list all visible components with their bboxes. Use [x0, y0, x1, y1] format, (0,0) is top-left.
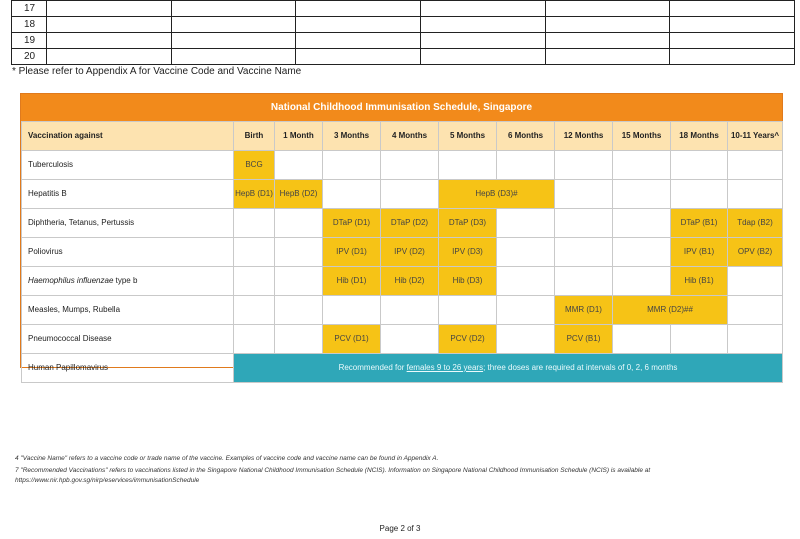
table-row	[22, 267, 783, 296]
dose-cell: MMR (D2)##	[613, 296, 728, 325]
footnote-7: 7 "Recommended Vaccinations" refers to vaccinations listed in the Singapore National Childhood Immunisation Schedule (NCIS). Information on Singapore National Childhood Immunisation Schedule (NCIS) is available at	[15, 467, 651, 474]
col-header: 15 Months	[613, 122, 671, 151]
dose-cell: BCG	[234, 151, 275, 180]
dose-cell: HepB (D2)	[275, 180, 323, 209]
dose-cell: MMR (D1)	[555, 296, 613, 325]
table-row	[12, 1, 795, 17]
dose-cell: HepB (D1)	[234, 180, 275, 209]
dose-cell: Hib (B1)	[671, 267, 728, 296]
appendix-note: * Please refer to Appendix A for Vaccine Code and Vaccine Name	[12, 66, 302, 77]
table-row	[22, 209, 783, 238]
col-header: 10-11 Years^	[728, 122, 783, 151]
dose-cell: PCV (D2)	[439, 325, 497, 354]
table-row	[12, 33, 795, 49]
table-row	[22, 180, 783, 209]
dose-cell: DTaP (D2)	[381, 209, 439, 238]
vaccine-name: Tuberculosis	[22, 151, 234, 180]
col-header: 4 Months	[381, 122, 439, 151]
col-header: Birth	[234, 122, 275, 151]
vaccine-name: Human Papillomavirus	[22, 354, 234, 383]
dose-cell: DTaP (D3)	[439, 209, 497, 238]
dose-cell: Tdap (B2)	[728, 209, 783, 238]
col-header: 12 Months	[555, 122, 613, 151]
row-number: 20	[12, 49, 47, 65]
dose-cell: PCV (D1)	[323, 325, 381, 354]
table-row	[12, 49, 795, 65]
record-table	[11, 0, 795, 63]
header-row	[22, 122, 783, 151]
col-header: 6 Months	[497, 122, 555, 151]
dose-cell: IPV (D2)	[381, 238, 439, 267]
dose-cell: DTaP (B1)	[671, 209, 728, 238]
row-number: 18	[12, 17, 47, 33]
row-number: 17	[12, 1, 47, 17]
footnote-4: 4 "Vaccine Name" refers to a vaccine code or trade name of the vaccine. Examples of vaccine code and vaccine name can be found in Appendix A.	[15, 455, 439, 462]
col-header: Vaccination against	[22, 122, 234, 151]
vaccine-name: Pneumococcal Disease	[22, 325, 234, 354]
dose-cell: OPV (B2)	[728, 238, 783, 267]
dose-cell: Hib (D3)	[439, 267, 497, 296]
hpv-age-range: females 9 to 26 years	[406, 363, 484, 372]
hpv-text: ; three doses are required at intervals of 0, 2, 6 months	[483, 363, 678, 372]
immunisation-schedule	[20, 93, 783, 372]
table-row	[22, 325, 783, 354]
schedule-title: National Childhood Immunisation Schedule, Singapore	[21, 94, 782, 121]
hpv-recommendation	[234, 354, 783, 383]
dose-cell: IPV (D3)	[439, 238, 497, 267]
col-header: 3 Months	[323, 122, 381, 151]
dose-cell: IPV (B1)	[671, 238, 728, 267]
vaccine-name: Poliovirus	[22, 238, 234, 267]
dose-cell: DTaP (D1)	[323, 209, 381, 238]
table-row	[22, 238, 783, 267]
vaccine-name-rest: type b	[113, 276, 138, 285]
dose-cell: Hib (D2)	[381, 267, 439, 296]
vaccine-name	[22, 267, 234, 296]
dose-cell: HepB (D3)#	[439, 180, 555, 209]
vaccine-name-italic: Haemophilus influenzae	[28, 276, 114, 285]
col-header: 5 Months	[439, 122, 497, 151]
vaccine-name: Measles, Mumps, Rubella	[22, 296, 234, 325]
dose-cell: Hib (D1)	[323, 267, 381, 296]
col-header: 1 Month	[275, 122, 323, 151]
table-row	[22, 296, 783, 325]
footnote-7-url: https://www.nir.hpb.gov.sg/nirp/eservices/immunisationSchedule	[15, 477, 200, 484]
vaccine-name: Diphtheria, Tetanus, Pertussis	[22, 209, 234, 238]
dose-cell: IPV (D1)	[323, 238, 381, 267]
table-row	[12, 17, 795, 33]
hpv-text: Recommended for	[338, 363, 407, 372]
dose-cell: PCV (B1)	[555, 325, 613, 354]
row-number: 19	[12, 33, 47, 49]
col-header: 18 Months	[671, 122, 728, 151]
table-row	[22, 151, 783, 180]
page-number: Page 2 of 3	[379, 524, 421, 533]
vaccine-name: Hepatitis B	[22, 180, 234, 209]
table-row	[22, 354, 783, 383]
